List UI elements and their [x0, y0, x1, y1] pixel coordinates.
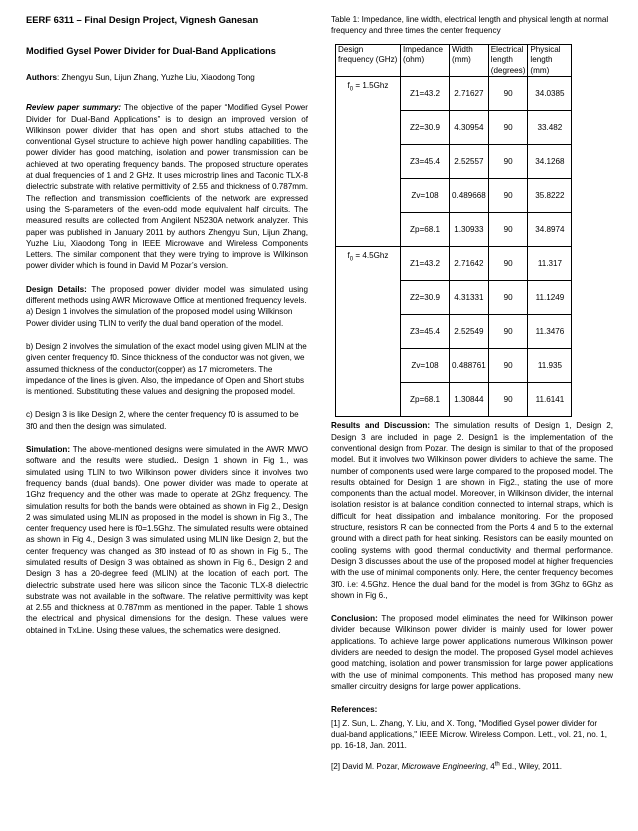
summary-text: The objective of the paper “Modified Gysel Power Divider for Dual-Band Applications” is to design an improved version of Wilkinson power divider that has open and short stubs attached to the conventional Gysel structure to achieve high power handling capabilities. The power divider has good matching, isolation and power transmission can be achieved at two operating frequency bands. The proposed structure operates at dual frequencies of 1 and 2 GHz. It uses microstrip lines and Taconic TLX-8 dielectric substrate with relative permittivity of 2.55 and thickness of 0.787mm. The reflection and transmission coefficients of the network are expressed using the S-parameters of the even-odd mode equivalent half circuits. The measured results are collected from Angilent N5230A network analyzer. This paper was published in January 2011 by authors Zhengyu Sun, Lijun Zhang, Yuzhe Liu, Xiaodong Tong in IEEE Microwave and Wireless Components Letters. The similar component that they were trying to improve is Wilkinson power divider which is found in David M Pozar’s version. [26, 103, 308, 271]
electrical-length-cell: 90 [488, 145, 528, 179]
physical-length-cell: 11.935 [528, 349, 572, 383]
electrical-length-cell: 90 [488, 77, 528, 111]
simulation-text-1: The above-mentioned designs were simulated in the AWR MWO software and the results were studied [26, 445, 308, 466]
impedance-cell: Z1=43.2 [401, 77, 450, 111]
impedance-cell: Zv=108 [401, 179, 450, 213]
width-cell: 4.31331 [450, 281, 489, 315]
physical-length-cell: 34.0385 [528, 77, 572, 111]
electrical-length-cell: 90 [488, 281, 528, 315]
header-design-frequency: Design frequency (GHz) [336, 44, 401, 77]
electrical-length-cell: 90 [488, 179, 528, 213]
table-row [336, 77, 572, 111]
physical-length-cell: 35.8222 [528, 179, 572, 213]
design-a-paragraph: a) Design 1 involves the simulation of the proposed model using Wilkinson Power divider using TLIN to verify the dual band operation of the model. [26, 307, 293, 328]
authors-label: Authors [26, 73, 58, 82]
table-caption: Table 1: Impedance, line width, electrical length and physical length at normal frequency and three times the center frequency [331, 15, 609, 36]
impedance-cell: Z2=30.9 [401, 111, 450, 145]
width-cell: 4.30954 [450, 111, 489, 145]
header-electrical-length: Electrical length (degrees) [488, 44, 528, 77]
conclusion-text: The proposed model eliminates the need for Wilkinson power divider because Wilkinson power divider is mainly used for lower power applications. To achieve large power applications numerous Wilkinson power dividers are needed to design the model. The proposed Gysel model achieves good matching, isolation and power transmission for large power applications with the use of minimal components. This method has proposed many new smaller circuitry designs for large power applications. [331, 614, 613, 691]
physical-length-cell: 11.317 [528, 247, 572, 281]
design-details-label: Design Details: [26, 284, 87, 294]
simulation-text-2: . Design 1 shown in Fig 1., was simulated using TLIN to two Wilkinson power dividers since it involves two frequency bands (dual bands). One power divider was made to operate at 1Ghz frequency and the other was made to operate at 2Ghz frequency. The simulation results for both the bands were obtained as shown in Fig 2., Design 2 was simulated using MLIN as proposed in the model is shown in Fig 3., The center frequency used here is f0=1.5Ghz. The simulated results were obtained as shown in Fig 4., Design 3 was simulated using MLIN like Design 2, but the center frequency was changed as 3f0 instead of f0 as shown in Fig 5., The simulated results of Design 3 was obtained as shown in Fig 6., Design 2 and Design 3 has a 20-degree feed (MLIN) at the location of each port. The dielectric substrate used here was silicon since the Taconic TLX-8 dielectric substrate was not available in the software. The relative permittivity was kept at 2.55 and thickness at 0.787mm as mentioned in the paper. Table 1 shows the electrical and physical dimensions for the design. These values were obtained in TxLine. Using these values, the schematics were designed. [26, 456, 308, 635]
results-paragraph [331, 420, 613, 601]
electrical-length-cell: 90 [488, 315, 528, 349]
impedance-cell: Zp=68.1 [401, 213, 450, 247]
physical-length-cell: 11.1249 [528, 281, 572, 315]
design-frequency-cell: $f_0 = 4.5Ghz$ [336, 247, 401, 417]
conclusion-paragraph [331, 613, 613, 692]
electrical-length-cell: 90 [488, 213, 528, 247]
physical-length-cell: 34.1268 [528, 145, 572, 179]
width-cell: 0.488761 [450, 349, 489, 383]
summary-paragraph [26, 102, 308, 271]
reference-2-title: Microwave Engineering [401, 762, 486, 772]
right-column [331, 14, 613, 773]
authors-line [26, 72, 308, 83]
references-heading: References: [331, 705, 378, 715]
impedance-table [335, 44, 572, 418]
simulation-label: Simulation: [26, 445, 71, 455]
physical-length-cell: 33.482 [528, 111, 572, 145]
summary-label: Review paper summary: [26, 103, 122, 113]
impedance-cell: Z1=43.2 [401, 247, 450, 281]
paper-title: Modified Gysel Power Divider for Dual-Band Applications [26, 46, 276, 56]
table-header-row [336, 44, 572, 77]
design-details-text: The proposed power divider model was simulated using different methods using AWR Microwave Office at mentioned frequency levels. [26, 284, 308, 306]
impedance-cell: Zv=108 [401, 349, 450, 383]
impedance-cell: Z3=45.4 [401, 315, 450, 349]
conclusion-label: Conclusion: [331, 614, 378, 624]
header-physical-length: Physical length (mm) [528, 44, 572, 77]
document-title: EERF 6311 – Final Design Project, Vignesh Ganesan [26, 14, 259, 25]
width-cell: 2.71642 [450, 247, 489, 281]
width-cell: 1.30844 [450, 383, 489, 417]
electrical-length-cell: 90 [488, 383, 528, 417]
electrical-length-cell: 90 [488, 349, 528, 383]
design-frequency-cell: $f_0 = 1.5Ghz$ [336, 77, 401, 247]
table-row [336, 247, 572, 281]
left-column [26, 14, 308, 636]
header-impedance: Impedance (ohm) [401, 44, 450, 77]
width-cell: 2.71627 [450, 77, 489, 111]
impedance-cell: Zp=68.1 [401, 383, 450, 417]
design-b-paragraph: b) Design 2 involves the simulation of the exact model using given MLIN at the given center frequency f0. Since thickness of the conductor was not given, we assumed thickness of the conductor(copper) as 17 micrometers. The impedance of the lines is given. Also, the impedance of Open and Short stubs is mentioned. Substituting these values and designing the proposed model. [26, 341, 307, 397]
impedance-cell: Z3=45.4 [401, 145, 450, 179]
physical-length-cell: 34.8974 [528, 213, 572, 247]
results-text: The simulation results of Design 1, Design 2, Design 3 are included in page 2. Design1 is the implementation of the conventional design from Pozar. The design is similar to that of the proposed model. But it involves two Wilkinson power dividers to achieve the same. The number of components used were large compared to the proposed model. The results obtained for Design 1 are shown in Fig2., stating the use of more components than the actual model. Moreover, in Wilkinson divider, the internal isolation resistor is at balance condition connected to internal straps, which is difficult for heat dissipation and imbalance monitoring. For the proposed structure, resistors R can be connected from the Ports 4 and 5 to the external ground with a direct path for heat sinking. Resistors can be easily mounted on cooling systems with good thermal conductivity and thermal performance. Design 3 discusses about the use of the proposed model at higher frequencies with the use of minimal components only. Here, the center frequency becomes 3f0. i.e: 4.5Ghz. Hence the dual band for the model is from 3Ghz to 6Ghz as shown in Fig 6., [331, 421, 613, 600]
reference-2: [2] David M. Pozar, Microwave Engineering, 4th Ed., Wiley, 2011. [331, 761, 563, 772]
design-details-paragraph [26, 284, 308, 307]
electrical-length-cell: 90 [488, 247, 528, 281]
electrical-length-cell: 90 [488, 111, 528, 145]
width-cell: 0.489668 [450, 179, 489, 213]
reference-1: [1] Z. Sun, L. Zhang, Y. Liu, and X. Tong, "Modified Gysel power divider for dual-band applications," IEEE Microw. Wireless Compon. Lett., vol. 21, no. 1, pp. 16-18, Jan. 2011. [331, 718, 607, 751]
width-cell: 2.52549 [450, 315, 489, 349]
simulation-paragraph: Simulation: The above-mentioned designs were simulated in the AWR MWO software and the results were studied.. Design 1 shown in Fig 1., was simulated using TLIN to two Wilkinson power dividers since it involves two frequency bands (dual bands). One power divider was made to operate at 1Ghz frequency and the other was made to operate at 2Ghz frequency. The simulation results for both the bands were obtained as shown in Fig 2., Design 2 was simulated using MLIN as proposed in the model is shown in Fig 3., The center frequency used here is f0=1.5Ghz. The simulated results were obtained as shown in Fig 4., Design 3 was simulated using MLIN like Design 2, but the center frequency was changed as 3f0 instead of f0 as shown in Fig 5., The simulated results of Design 3 was obtained as shown in Fig 6., Design 2 and Design 3 has a 20-degree feed (MLIN) at the location of each port. The dielectric substrate used here was silicon since the Taconic TLX-8 dielectric substrate was not available in the software. The relative permittivity was kept at 2.55 and thickness at 0.787mm as mentioned in the paper. Table 1 shows the electrical and physical dimensions for the design. These values were obtained in TxLine. Using these values, the schematics were designed. [26, 445, 308, 635]
design-c-paragraph: c) Design 3 is like Design 2, where the center frequency f0 is assumed to be 3f0 and then the design was simulated. [26, 410, 299, 431]
physical-length-cell: 11.6141 [528, 383, 572, 417]
authors-names: : Zhengyu Sun, Lijun Zhang, Yuzhe Liu, Xiaodong Tong [57, 73, 255, 82]
results-label: Results and Discussion: [331, 421, 431, 431]
header-width: Width (mm) [450, 44, 489, 77]
width-cell: 1.30933 [450, 213, 489, 247]
width-cell: 2.52557 [450, 145, 489, 179]
physical-length-cell: 11.3476 [528, 315, 572, 349]
impedance-cell: Z2=30.9 [401, 281, 450, 315]
